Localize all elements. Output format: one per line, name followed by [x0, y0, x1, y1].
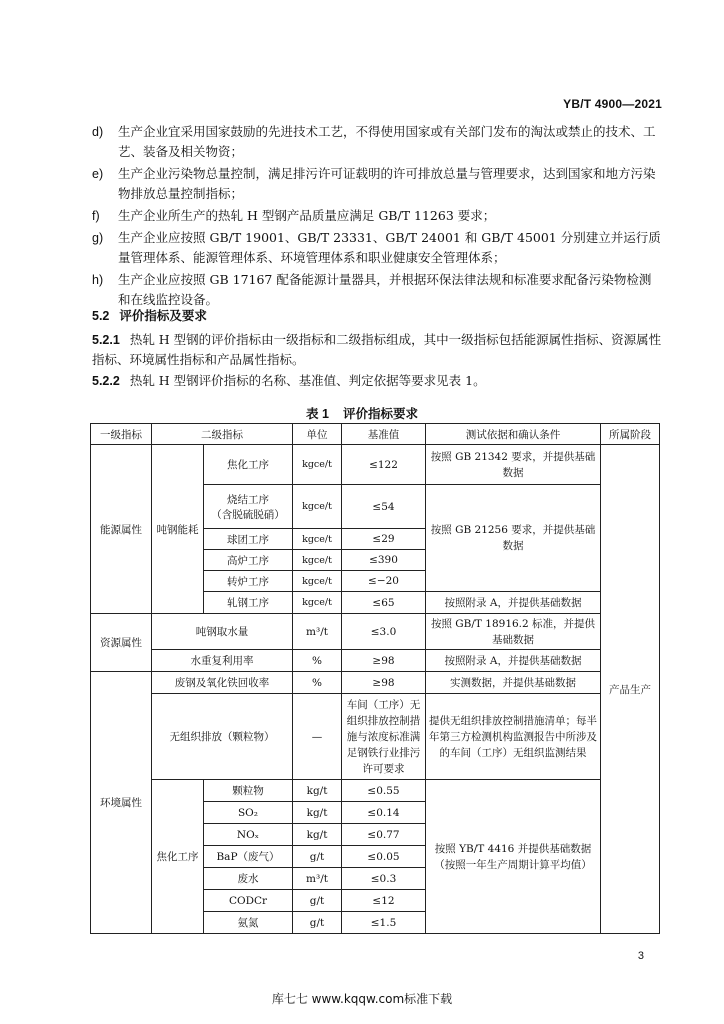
indicator-baseline: ≥98 [342, 672, 426, 694]
list-marker: d) [92, 125, 104, 139]
table-row [91, 650, 660, 672]
indicator-baseline: ≥98 [342, 650, 426, 672]
indicator-name: BaP（废气） [204, 846, 293, 868]
paragraph-5-2-2 [92, 371, 662, 391]
paragraph-5-2-1 [92, 330, 662, 370]
indicator-basis: 提供无组织排放控制措施清单；每半年第三方检测机构监测报告中所涉及的车间（工序）无组织监测结果 [426, 694, 601, 780]
indicator-unit: kgce/t [293, 550, 342, 571]
indicator-unit: kg/t [293, 802, 342, 824]
list-item-text: 生产企业所生产的热轧 H 型钢产品质量应满足 GB/T 11263 要求； [118, 208, 496, 223]
table-caption [0, 404, 724, 422]
list-item-text: 生产企业宜采用国家鼓励的先进技术工艺，不得使用国家或有关部门发布的淘汰或禁止的技术、工艺、装备及相关物资； [118, 124, 656, 159]
group-environment: 环境属性 [91, 672, 152, 934]
group-coking: 焦化工序 [152, 780, 204, 934]
indicator-unit: kg/t [293, 780, 342, 802]
indicator-name: 颗粒物 [204, 780, 293, 802]
indicator-baseline: ≤65 [342, 592, 426, 614]
list-item-text: 生产企业应按照 GB/T 19001、GB/T 23331、GB/T 24001 和 GB/T 45001 分别建立并运行质量管理体系、能源管理体系、环境管理体系和职业健康安全管理体系； [118, 230, 661, 265]
indicator-basis: 按照附录 A，并提供基础数据 [426, 650, 601, 672]
clause-number: 5.2.2 [92, 374, 120, 388]
indicator-name: 水重复利用率 [152, 650, 293, 672]
section-number: 5.2 [92, 309, 110, 323]
indicator-unit: — [293, 694, 342, 780]
indicator-name: 转炉工序 [204, 571, 293, 592]
list-marker: e) [92, 167, 104, 181]
section-heading [92, 306, 207, 324]
indicator-name: 高炉工序 [204, 550, 293, 571]
indicator-baseline: ≤390 [342, 550, 426, 571]
list-marker: h) [92, 273, 104, 287]
indicator-unit: kgce/t [293, 571, 342, 592]
indicator-basis: 按照附录 A，并提供基础数据 [426, 592, 601, 614]
list-marker: f) [92, 209, 100, 223]
indicator-unit: kgce/t [293, 485, 342, 529]
indicator-name: 氨氮 [204, 912, 293, 934]
indicator-unit: kgce/t [293, 592, 342, 614]
indicator-baseline: ≤0.77 [342, 824, 426, 846]
indicator-name [204, 485, 293, 529]
indicator-unit: kgce/t [293, 445, 342, 485]
header-stage: 所属阶段 [601, 424, 660, 445]
header-baseline: 基准值 [342, 424, 426, 445]
indicator-baseline: ≤0.55 [342, 780, 426, 802]
group-energy: 能源属性 [91, 445, 152, 614]
indicator-name: CODCr [204, 890, 293, 912]
indicator-unit: % [293, 672, 342, 694]
table-row [91, 445, 660, 485]
requirements-list [92, 122, 662, 312]
indicator-name-line1: 烧结工序 [227, 493, 269, 506]
indicator-basis: 按照 YB/T 4416 并提供基础数据（按照一年生产周期计算平均值） [426, 780, 601, 934]
indicator-baseline: ≤12 [342, 890, 426, 912]
table-row [91, 672, 660, 694]
list-item [92, 206, 662, 226]
group-ton-steel-energy: 吨钢能耗 [152, 445, 204, 614]
table-row [91, 694, 660, 780]
indicator-unit: g/t [293, 846, 342, 868]
indicator-name: 废钢及氧化铁回收率 [152, 672, 293, 694]
clause-number: 5.2.1 [92, 333, 120, 347]
table-row [91, 780, 660, 802]
indicator-baseline: ≤−20 [342, 571, 426, 592]
indicator-unit: g/t [293, 912, 342, 934]
indicator-unit: kg/t [293, 824, 342, 846]
indicator-name: 焦化工序 [204, 445, 293, 485]
indicator-basis: 按照 GB 21256 要求，并提供基础数据 [426, 485, 601, 592]
indicator-name: 无组织排放（颗粒物） [152, 694, 293, 780]
indicator-baseline: ≤122 [342, 445, 426, 485]
section-title: 评价指标及要求 [119, 309, 207, 323]
indicator-baseline: 车间（工序）无组织排放控制措施与浓度标准满足钢铁行业排污许可要求 [342, 694, 426, 780]
table-row [91, 614, 660, 650]
indicator-name: 吨钢取水量 [152, 614, 293, 650]
list-item-text: 生产企业污染物总量控制，满足排污许可证载明的许可排放总量与管理要求，达到国家和地方污染物排放总量控制指标； [118, 166, 656, 201]
list-item-text: 生产企业应按照 GB 17167 配备能源计量器具，并根据环保法律法规和标准要求配备污染物检测和在线监控设备。 [118, 272, 652, 307]
table-number: 表 1 [306, 407, 329, 421]
list-item [92, 270, 662, 310]
list-item [92, 228, 662, 268]
indicator-unit: g/t [293, 890, 342, 912]
table-title: 评价指标要求 [342, 407, 418, 421]
list-item [92, 122, 662, 162]
indicator-unit: m³/t [293, 868, 342, 890]
indicator-basis: 按照 GB/T 18916.2 标准，并提供基础数据 [426, 614, 601, 650]
indicator-unit: kgce/t [293, 529, 342, 550]
evaluation-table [90, 423, 660, 934]
indicator-unit: m³/t [293, 614, 342, 650]
header-level2: 二级指标 [152, 424, 293, 445]
list-marker: g) [92, 231, 104, 245]
download-footer: 库七七 www.kqqw.com标准下载 [271, 992, 453, 1006]
indicator-name: SO₂ [204, 802, 293, 824]
indicator-baseline: ≤3.0 [342, 614, 426, 650]
indicator-name: NOₓ [204, 824, 293, 846]
header-basis: 测试依据和确认条件 [426, 424, 601, 445]
indicator-name: 球团工序 [204, 529, 293, 550]
header-level1: 一级指标 [91, 424, 152, 445]
stage-cell: 产品生产 [601, 445, 660, 934]
list-item [92, 164, 662, 204]
indicator-baseline: ≤0.05 [342, 846, 426, 868]
page-number: 3 [637, 950, 644, 962]
document-code: YB/T 4900—2021 [563, 97, 662, 111]
indicator-basis: 按照 GB 21342 要求，并提供基础数据 [426, 445, 601, 485]
header-unit: 单位 [293, 424, 342, 445]
clause-text: 热轧 H 型钢评价指标的名称、基准值、判定依据等要求见表 1。 [129, 373, 486, 388]
indicator-baseline: ≤0.3 [342, 868, 426, 890]
indicator-baseline: ≤1.5 [342, 912, 426, 934]
clause-text: 热轧 H 型钢的评价指标由一级指标和二级指标组成，其中一级指标包括能源属性指标、资源属性指标、环境属性指标和产品属性指标。 [92, 332, 662, 367]
indicator-baseline: ≤54 [342, 485, 426, 529]
indicator-name: 废水 [204, 868, 293, 890]
indicator-name: 轧钢工序 [204, 592, 293, 614]
group-resource: 资源属性 [91, 614, 152, 672]
indicator-baseline: ≤0.14 [342, 802, 426, 824]
indicator-basis: 实测数据，并提供基础数据 [426, 672, 601, 694]
indicator-unit: % [293, 650, 342, 672]
table-header-row [91, 424, 660, 445]
indicator-name-line2: （含脱硫脱硝） [211, 508, 285, 521]
indicator-baseline: ≤29 [342, 529, 426, 550]
